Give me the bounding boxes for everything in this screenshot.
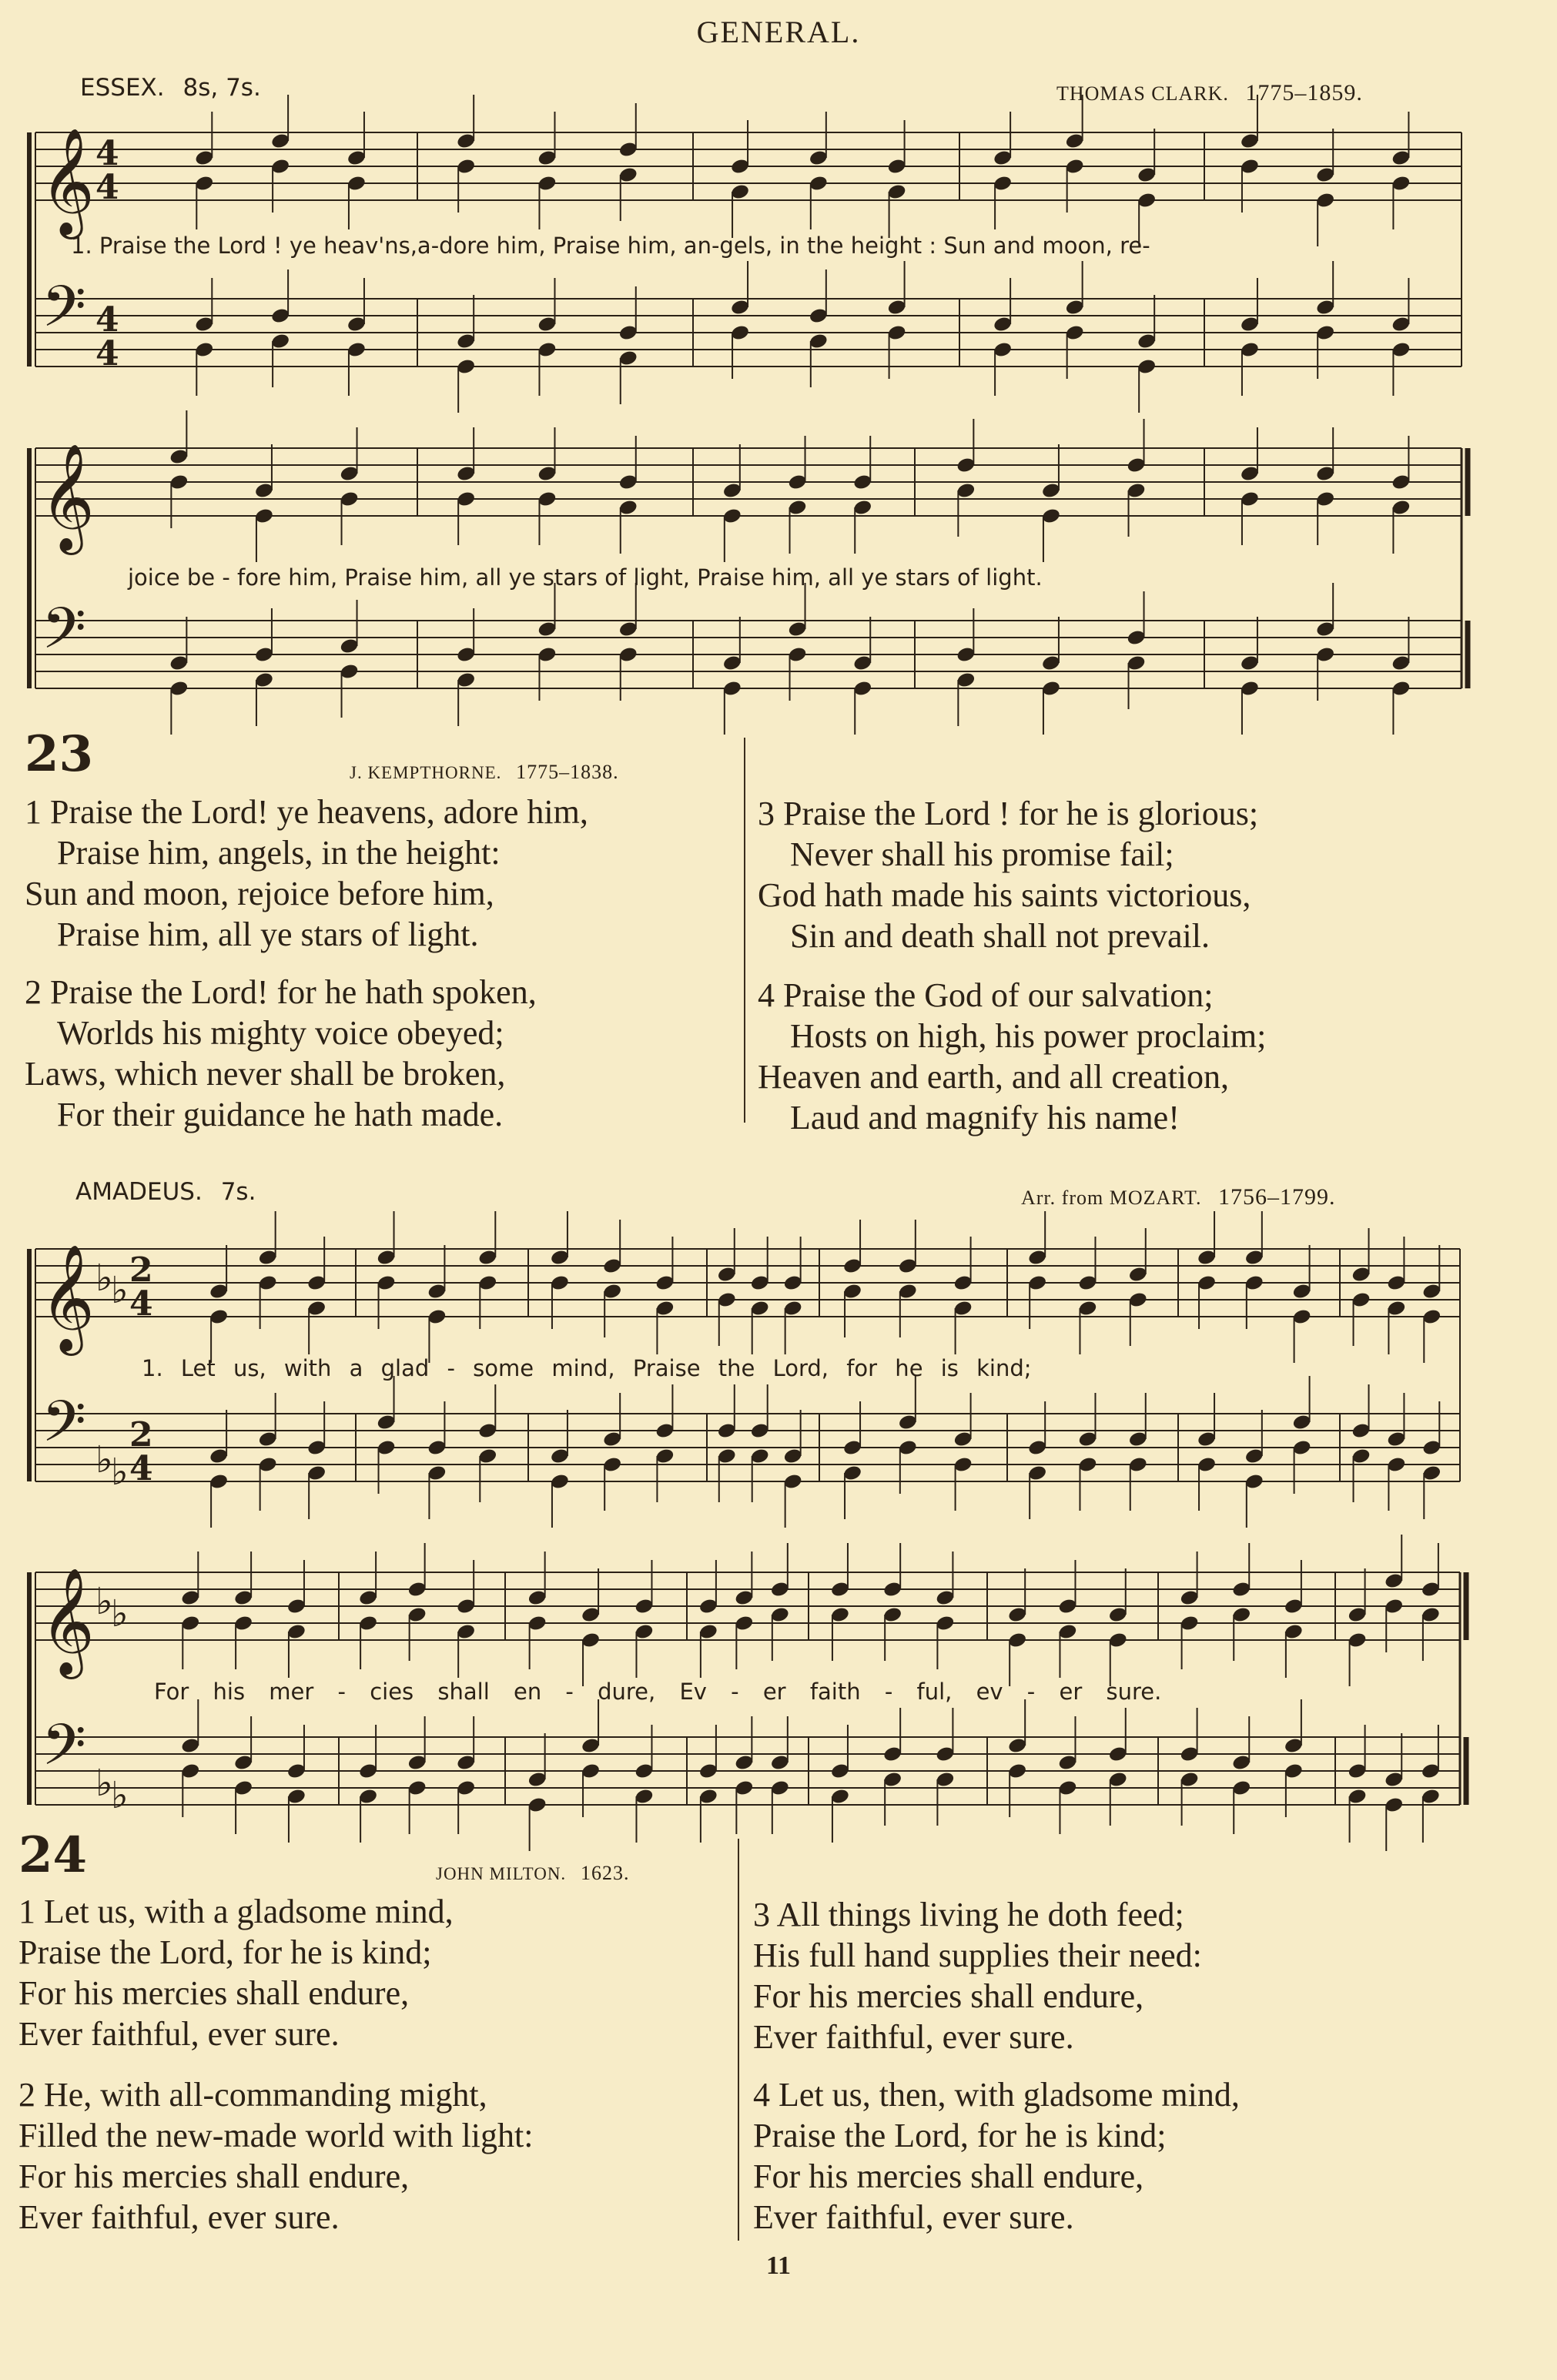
time-signature-bass-bottom: 4 [129,1449,153,1488]
time-signature-bass-top: 2 [129,1415,153,1454]
stanza-24-4 [753,2074,1240,2238]
treble-clef: 𝄞 [40,444,95,551]
hymn-number-24: 24 [18,1826,88,1884]
verse-line: For his mercies shall endure, [18,2157,410,2195]
tune-meter: 8s, 7s. [182,74,261,102]
composer-name: THOMAS CLARK. [1056,82,1229,105]
verse-line: Praise him, angels, in the height: [57,834,501,872]
verse-line: Praise the Lord, for he is kind; [18,1933,432,1971]
staff-lines [35,1737,1460,1805]
running-head: GENERAL. [696,15,861,49]
verse-line: Filled the new-made world with light: [18,2117,534,2154]
lyrics-amadeus-line-1: 1. Let us, with a glad - some mind, Praise the Lord, for he is kind; [142,1355,1032,1381]
staff-lines [35,448,1462,516]
verse-line: Ever faithful, ever sure. [18,2015,340,2053]
tune-name: ESSEX. [80,74,165,102]
verse-line: Laud and magnify his name! [790,1099,1180,1136]
time-signature-treble-top: 2 [129,1250,153,1290]
staff-lines [35,299,1462,367]
verse-line: Praise the Lord, for he is kind; [753,2117,1167,2154]
stanza-23-4 [758,975,1266,1138]
tune-name-essex [80,74,261,102]
bass-clef: 𝄢 [42,273,86,354]
composer-name: Arr. from MOZART. [1021,1187,1202,1209]
stanza-24-2 [18,2074,533,2238]
composer-dates: 1775–1859. [1245,80,1363,105]
time-signature-treble-bottom: 4 [129,1284,153,1324]
time-signature-bass-top: 4 [95,300,119,340]
verse-line: Ever faithful, ever sure. [18,2198,340,2236]
author-name: J. KEMPTHORNE. [350,763,502,782]
column-divider [738,1839,739,2241]
flat-sign: ♭ [95,1438,113,1481]
bass-clef: 𝄢 [42,595,86,676]
verse-line: 3 Praise the Lord ! for he is glorious; [758,795,1259,832]
flat-sign: ♭ [111,1592,129,1635]
flat-sign: ♭ [95,1762,113,1805]
flat-sign: ♭ [111,1774,129,1817]
flat-sign: ♭ [111,1451,129,1494]
hymn-author-24 [436,1862,629,1885]
verse-line: Ever faithful, ever sure. [753,2198,1074,2236]
tune-composer-essex [1056,80,1363,106]
verse-line: Worlds his mighty voice obeyed; [57,1014,504,1052]
staff-lines [35,1572,1460,1640]
flat-sign: ♭ [95,1257,113,1300]
hymn-number-23: 23 [25,725,94,783]
bass-clef: 𝄢 [42,1712,86,1793]
verse-line: 3 All things living he doth feed; [753,1896,1184,1933]
tune-meter: 7s. [220,1178,256,1206]
author-dates: 1775–1838. [516,761,619,783]
author-name: JOHN MILTON. [436,1864,567,1883]
verse-line: Sin and death shall not prevail. [790,917,1210,955]
verse-line: For his mercies shall endure, [753,2157,1144,2195]
verse-line: 1 Let us, with a gladsome mind, [18,1893,454,1930]
treble-clef: 𝄞 [40,1568,95,1675]
verse-line: Heaven and earth, and all creation, [758,1058,1230,1096]
verse-line: God hath made his saints victorious, [758,876,1251,914]
verse-line: 2 Praise the Lord! for he hath spoken, [25,973,537,1011]
stanza-23-1 [25,792,588,955]
treble-clef: 𝄞 [40,1244,95,1351]
verse-line: Laws, which never shall be broken, [25,1055,506,1093]
composer-dates: 1756–1799. [1217,1184,1336,1210]
flat-sign: ♭ [111,1269,129,1312]
time-signature-bass-bottom: 4 [95,334,119,373]
staff-lines [35,1414,1460,1481]
bass-clef: 𝄢 [42,1388,86,1469]
stanza-24-3 [753,1894,1202,2057]
verse-line: Ever faithful, ever sure. [753,2018,1074,2056]
verse-line: 4 Praise the God of our salvation; [758,976,1214,1014]
stanza-23-3 [758,793,1258,956]
verse-line: His full hand supplies their need: [753,1936,1202,1974]
staff-lines [35,621,1462,688]
lyrics-amadeus-line-2: For his mer - cies shall en - dure, Ev - er faith - ful, ev - er sure. [154,1679,1162,1705]
tune-name: AMADEUS. [75,1178,203,1206]
stanza-24-1 [18,1891,454,2054]
time-signature-treble-top: 4 [95,134,119,173]
column-divider [744,738,745,1123]
verse-line: 4 Let us, then, with gladsome mind, [753,2076,1240,2114]
verse-line: For his mercies shall endure, [753,1977,1144,2015]
page-number: 11 [765,2251,792,2280]
lyrics-essex-line-1: 1. Praise the Lord ! ye heav'ns,a-dore him, Praise him, an-gels, in the height : Sun and moon, re- [71,233,1150,259]
time-signature-treble-bottom: 4 [95,168,119,207]
treble-clef: 𝄞 [40,128,95,235]
hymn-author-23 [350,761,619,784]
tune-composer-amadeus [1021,1184,1335,1210]
lyrics-essex-line-2: joice be - fore him, Praise him, all ye stars of light, Praise him, all ye stars of light. [128,564,1043,591]
tune-name-amadeus [75,1178,256,1206]
verse-line: 2 He, with all-commanding might, [18,2076,487,2114]
author-dates: 1623. [580,1862,630,1884]
verse-line: Praise him, all ye stars of light. [57,916,479,953]
verse-line: Sun and moon, rejoice before him, [25,875,494,912]
verse-line: Never shall his promise fail; [790,835,1174,873]
verse-line: For his mercies shall endure, [18,1974,410,2012]
verse-line: 1 Praise the Lord! ye heavens, adore him, [25,793,588,831]
verse-line: Hosts on high, his power proclaim; [790,1017,1267,1055]
verse-line: For their guidance he hath made. [57,1096,504,1133]
flat-sign: ♭ [95,1580,113,1623]
stanza-23-2 [25,972,537,1135]
